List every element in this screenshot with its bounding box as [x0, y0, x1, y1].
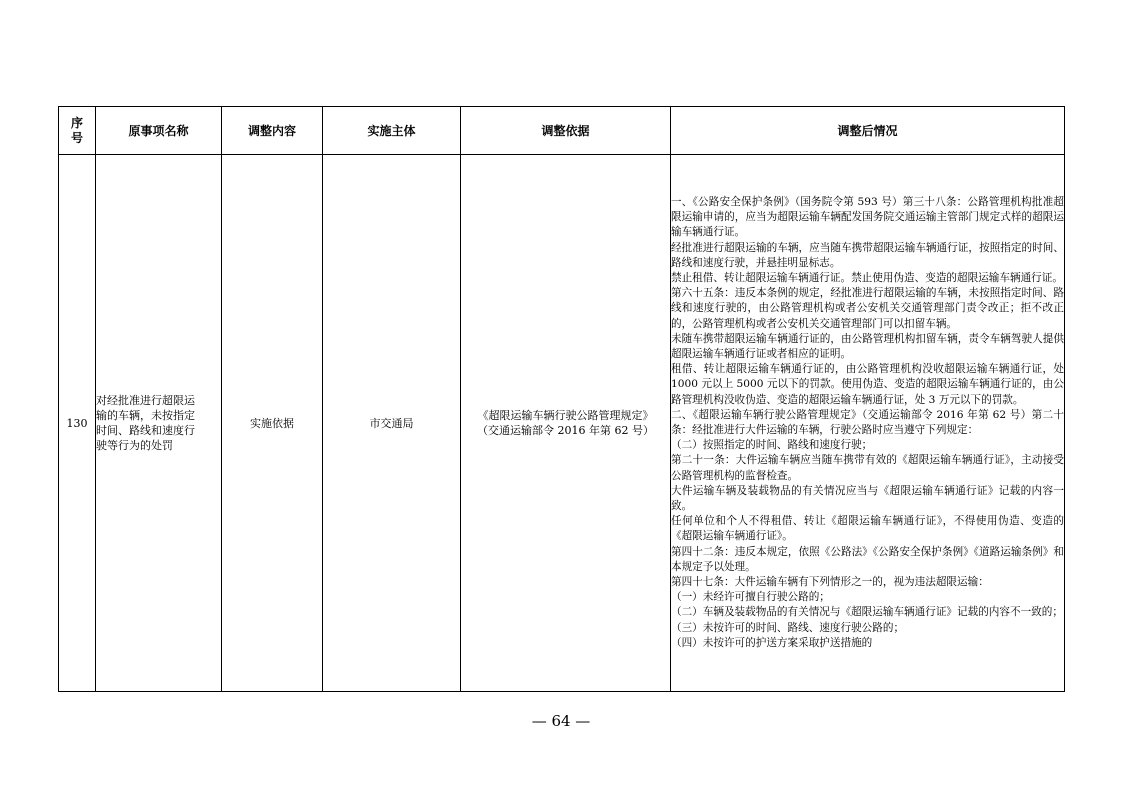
- provision-paragraph: 第四十七条：大件运输车辆有下列情形之一的，视为违法超限运输：: [671, 576, 989, 589]
- row-post-adjustment: [671, 155, 1065, 692]
- provision-paragraph: （一）未经许可擅自行驶公路的；: [671, 591, 830, 604]
- provision-paragraph: 禁止租借、转让超限运输车辆通行证。禁止使用伪造、变造的超限运输车辆通行证。: [671, 271, 1063, 284]
- provision-paragraph: 租借、转让超限运输车辆通行证的，由公路管理机构没收超限运输车辆通行证，处 1000 元以上 5000 元以下的罚款。使用伪造、变造的超限运输车辆通行证的，由公路管理机构没收伪造、变造的超限运输车辆通行证，处 3 万元以下的罚款。: [671, 363, 1064, 406]
- provision-paragraph: 任何单位和个人不得租借、转让《超限运输车辆通行证》，不得使用伪造、变造的《超限运输车辆通行证》。: [671, 515, 1064, 543]
- provision-paragraph: 经批准进行超限运输的车辆，应当随车携带超限运输车辆通行证，按照指定的时间、路线和速度行驶，并悬挂明显标志。: [671, 241, 1064, 269]
- item-name-line: 输的车辆，未按指定: [96, 409, 195, 422]
- adjustment-table: [58, 106, 1065, 692]
- table-header-row: [59, 107, 1065, 155]
- item-name-line: 对经批准进行超限运: [96, 394, 195, 407]
- basis-line: 《超限运输车辆行驶公路管理规定》: [477, 409, 654, 422]
- provision-paragraph: 二、《超限运输车辆行驶公路管理规定》（交通运输部令 2016 年第 62 号）第二十条：经批准进行大件运输的车辆，行驶公路时应当遵守下列规定：: [671, 408, 1064, 436]
- header-original-item-name: 原事项名称: [96, 107, 222, 155]
- provision-paragraph: 第二十一条：大件运输车辆应当随车携带有效的《超限运输车辆通行证》，主动接受公路管理机构的监督检查。: [671, 454, 1064, 482]
- provision-paragraph: 一、《公路安全保护条例》（国务院令第 593 号）第三十八条：公路管理机构批准超限运输申请的，应当为超限运输车辆配发国务院交通运输主管部门规定式样的超限运输车辆通行证。: [671, 195, 1064, 239]
- header-seq-line2: 号: [70, 130, 83, 145]
- header-implementing-body: 实施主体: [323, 107, 461, 155]
- provision-paragraph: （二）按照指定的时间、路线和速度行驶；: [671, 439, 873, 452]
- header-seq-line1: 序: [70, 115, 83, 130]
- provision-paragraph: （四）未按许可的护送方案采取护送措施的: [671, 636, 873, 649]
- provision-paragraph: 未随车携带超限运输车辆通行证的，由公路管理机构扣留车辆，责令车辆驾驶人提供超限运输车辆通行证或者相应的证明。: [671, 332, 1064, 360]
- header-adjustment-content: 调整内容: [222, 107, 323, 155]
- page-number: — 64 —: [531, 712, 591, 730]
- row-adjustment-basis: [461, 155, 671, 692]
- provision-paragraph: （二）车辆及装载物品的有关情况与《超限运输车辆通行证》记载的内容不一致的；: [671, 606, 1063, 619]
- header-adjustment-basis: 调整依据: [461, 107, 671, 155]
- row-adjustment-content: 实施依据: [222, 155, 323, 692]
- provision-paragraph: 第六十五条：违反本条例的规定，经批准进行超限运输的车辆，未按照指定时间、路线和速度行驶的，由公路管理机构或者公安机关交通管理部门责令改正；拒不改正的，公路管理机构或者公安机关交通管理部门可以扣留车辆。: [671, 287, 1064, 330]
- row-seq: 130: [59, 155, 96, 692]
- row-item-name: [96, 155, 222, 692]
- provision-paragraph: 大件运输车辆及装载物品的有关情况应当与《超限运输车辆通行证》记载的内容一致。: [671, 484, 1064, 513]
- item-name-line: 时间、路线和速度行: [96, 424, 195, 437]
- provision-paragraph: 第四十二条：违反本规定，依照《公路法》《公路安全保护条例》《道路运输条例》和本规定予以处理。: [671, 545, 1064, 573]
- item-name-line: 驶等行为的处罚: [96, 439, 173, 452]
- header-seq: [59, 107, 96, 155]
- header-post-adjustment: 调整后情况: [671, 107, 1065, 155]
- table-row: [59, 155, 1065, 692]
- provision-paragraph: （三）未按许可的时间、路线、速度行驶公路的；: [671, 621, 905, 634]
- basis-line: （交通运输部令 2016 年第 62 号）: [477, 424, 654, 437]
- row-implementing-body: 市交通局: [323, 155, 461, 692]
